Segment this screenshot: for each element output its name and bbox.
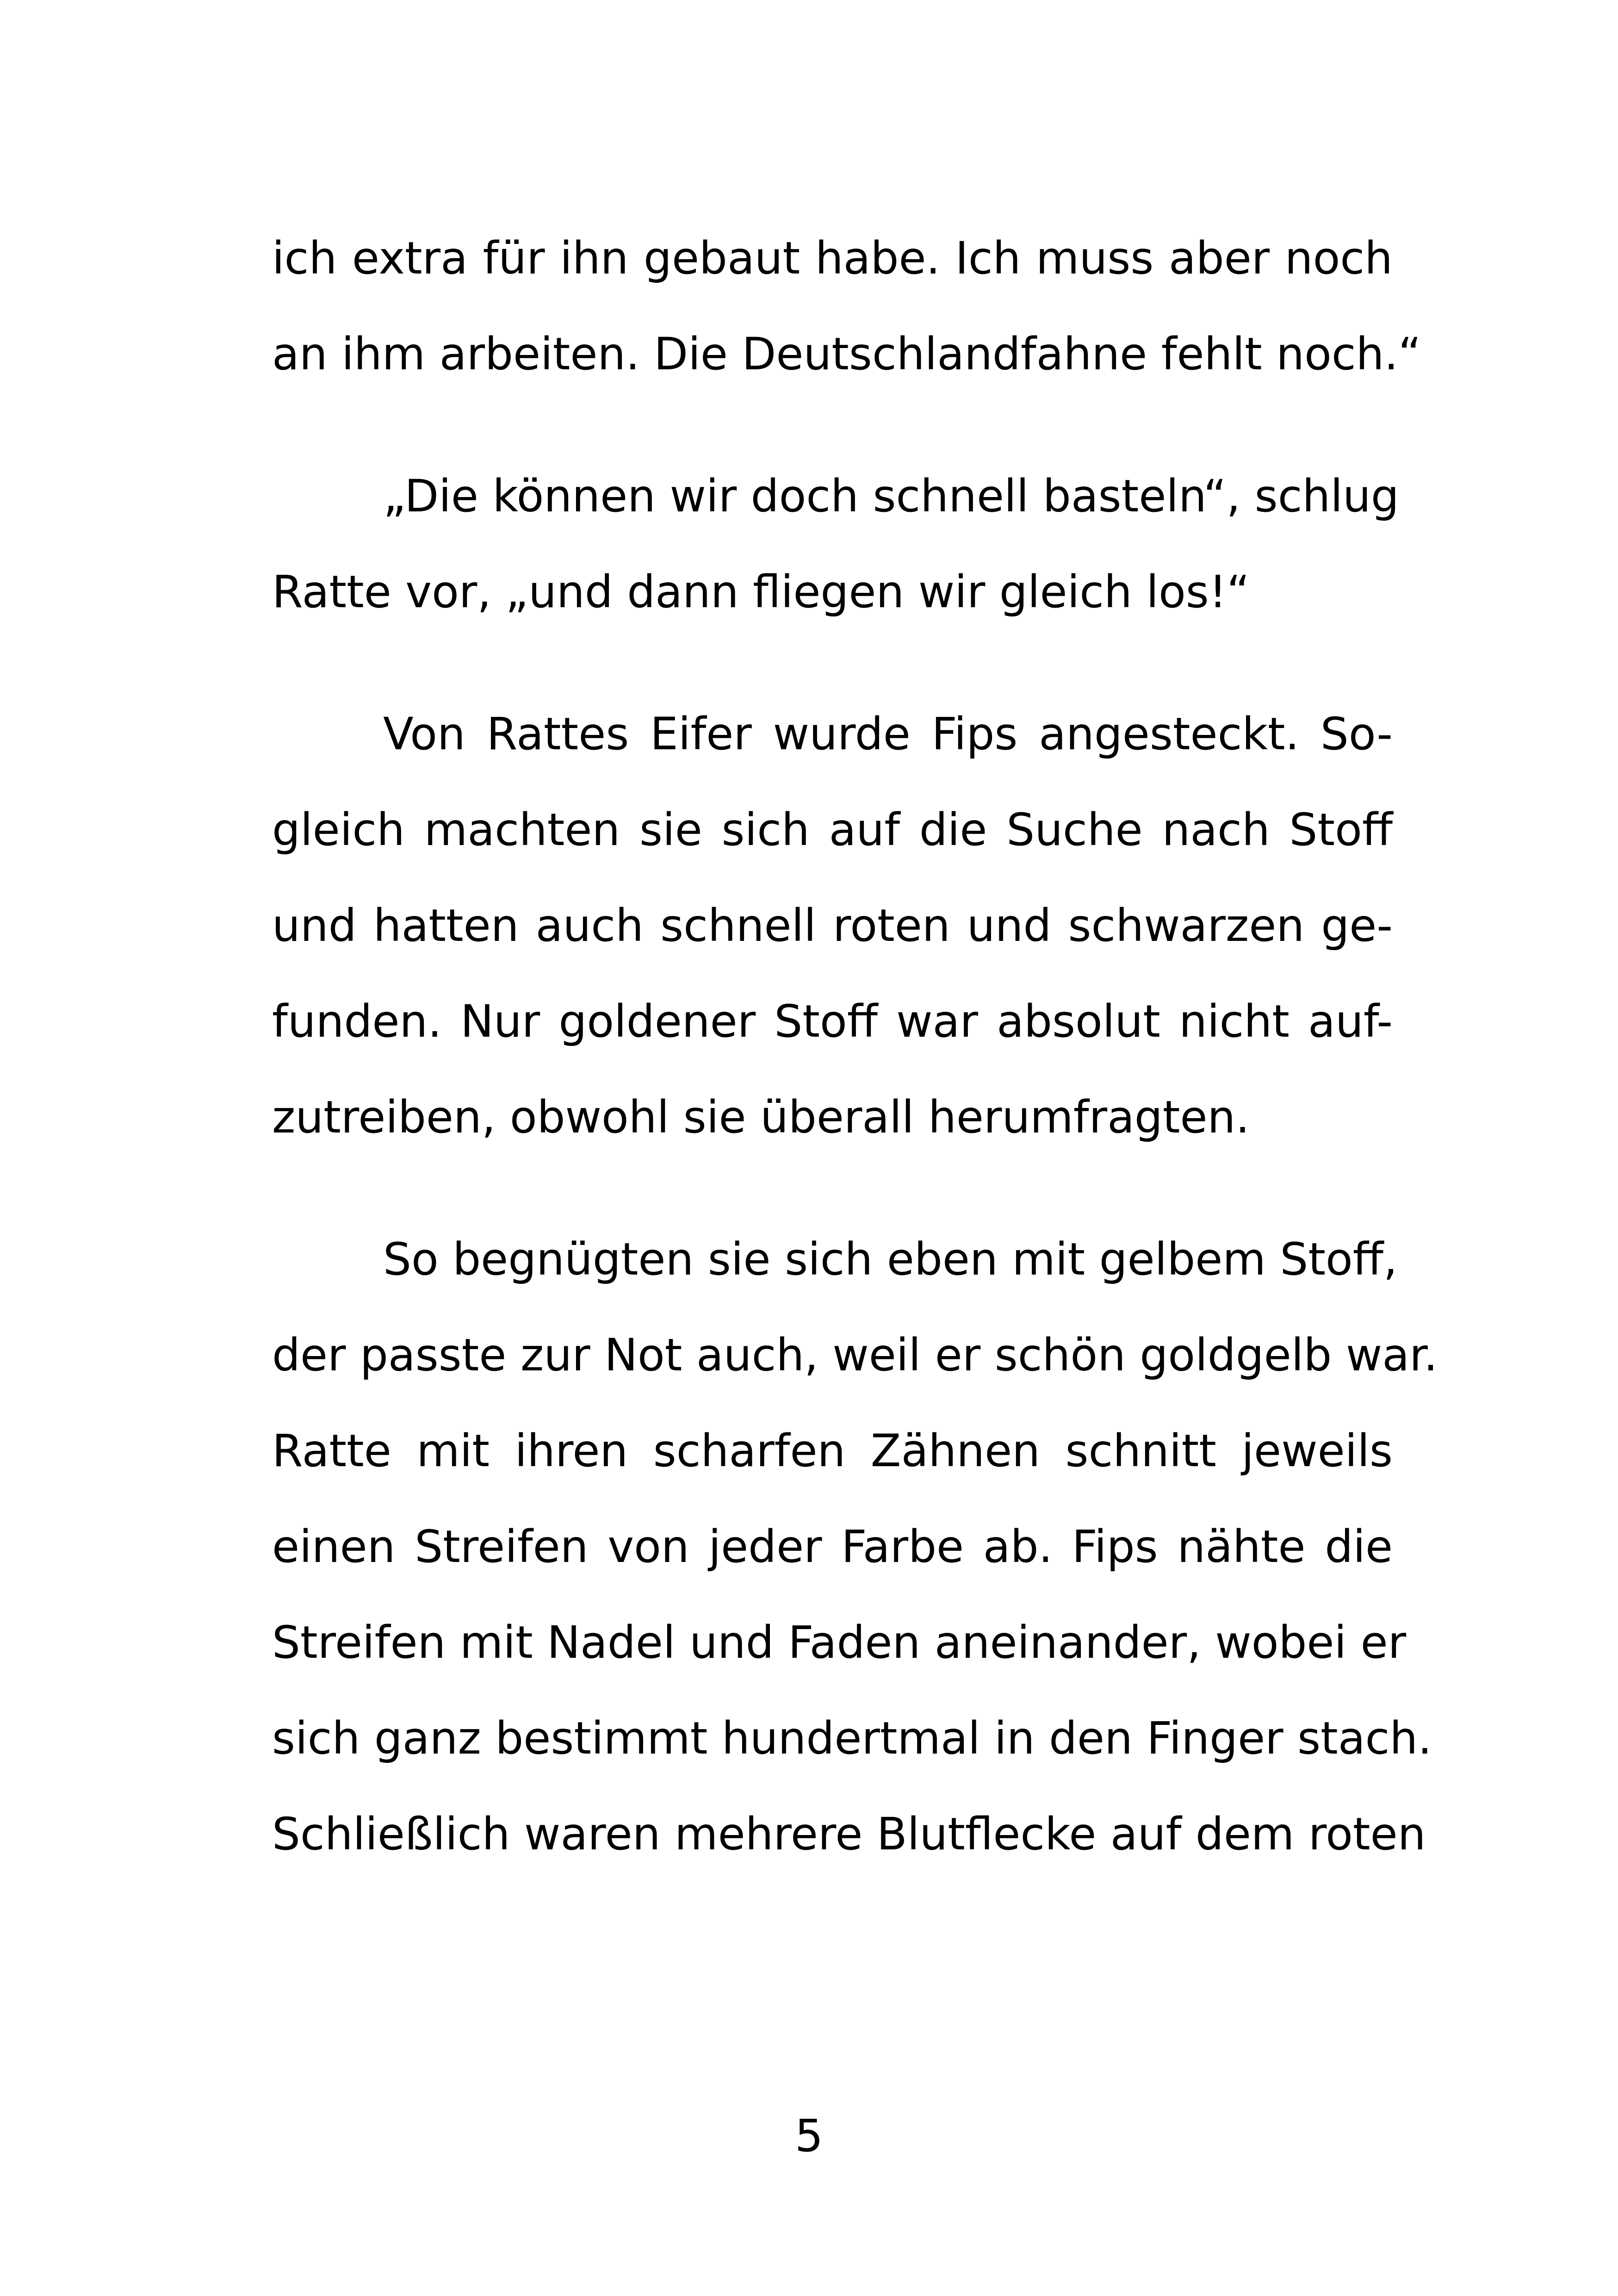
paragraph	[272, 211, 1421, 402]
paragraph-spacer	[272, 640, 1393, 686]
paragraph-spacer	[272, 1165, 1393, 1212]
paragraph	[272, 686, 1393, 1165]
text-line: „Die können wir doch schnell basteln“, schlug	[383, 470, 1399, 522]
text-line: Ratte mit ihren scharfen Zähnen schnitt jeweils	[272, 1425, 1393, 1477]
text-line: einen Streifen von jeder Farbe ab. Fips nähte die	[272, 1521, 1393, 1573]
text-line: Ratte vor, „und dann fliegen wir gleich los!“	[272, 566, 1250, 618]
text-line: So begnügten sie sich eben mit gelbem Stoff,	[383, 1233, 1398, 1285]
paragraph-spacer	[272, 402, 1393, 448]
paragraph	[272, 448, 1399, 640]
body-text	[272, 211, 1438, 1882]
text-line: der passte zur Not auch, weil er schön goldgelb war.	[272, 1329, 1438, 1381]
text-line: und hatten auch schnell roten und schwarzen ge-	[272, 900, 1393, 952]
text-line: sich ganz bestimmt hundertmal in den Finger stach.	[272, 1712, 1432, 1764]
text-line: Streifen mit Nadel und Faden aneinander, wobei er	[272, 1617, 1407, 1668]
text-line: zutreiben, obwohl sie überall herumfragten.	[272, 1091, 1250, 1143]
text-line: Schließlich waren mehrere Blutflecke auf dem roten	[272, 1808, 1426, 1860]
text-line: an ihm arbeiten. Die Deutschlandfahne fehlt noch.“	[272, 328, 1421, 380]
paragraph	[272, 1212, 1438, 1882]
page-number: 5	[794, 2110, 824, 2162]
text-line: funden. Nur goldener Stoff war absolut nicht auf-	[272, 996, 1393, 1047]
text-line: gleich machten sie sich auf die Suche nach Stoff	[272, 804, 1393, 856]
text-line: ich extra für ihn gebaut habe. Ich muss aber noch	[272, 232, 1393, 284]
text-line: Von Rattes Eifer wurde Fips angesteckt. So-	[383, 708, 1393, 760]
